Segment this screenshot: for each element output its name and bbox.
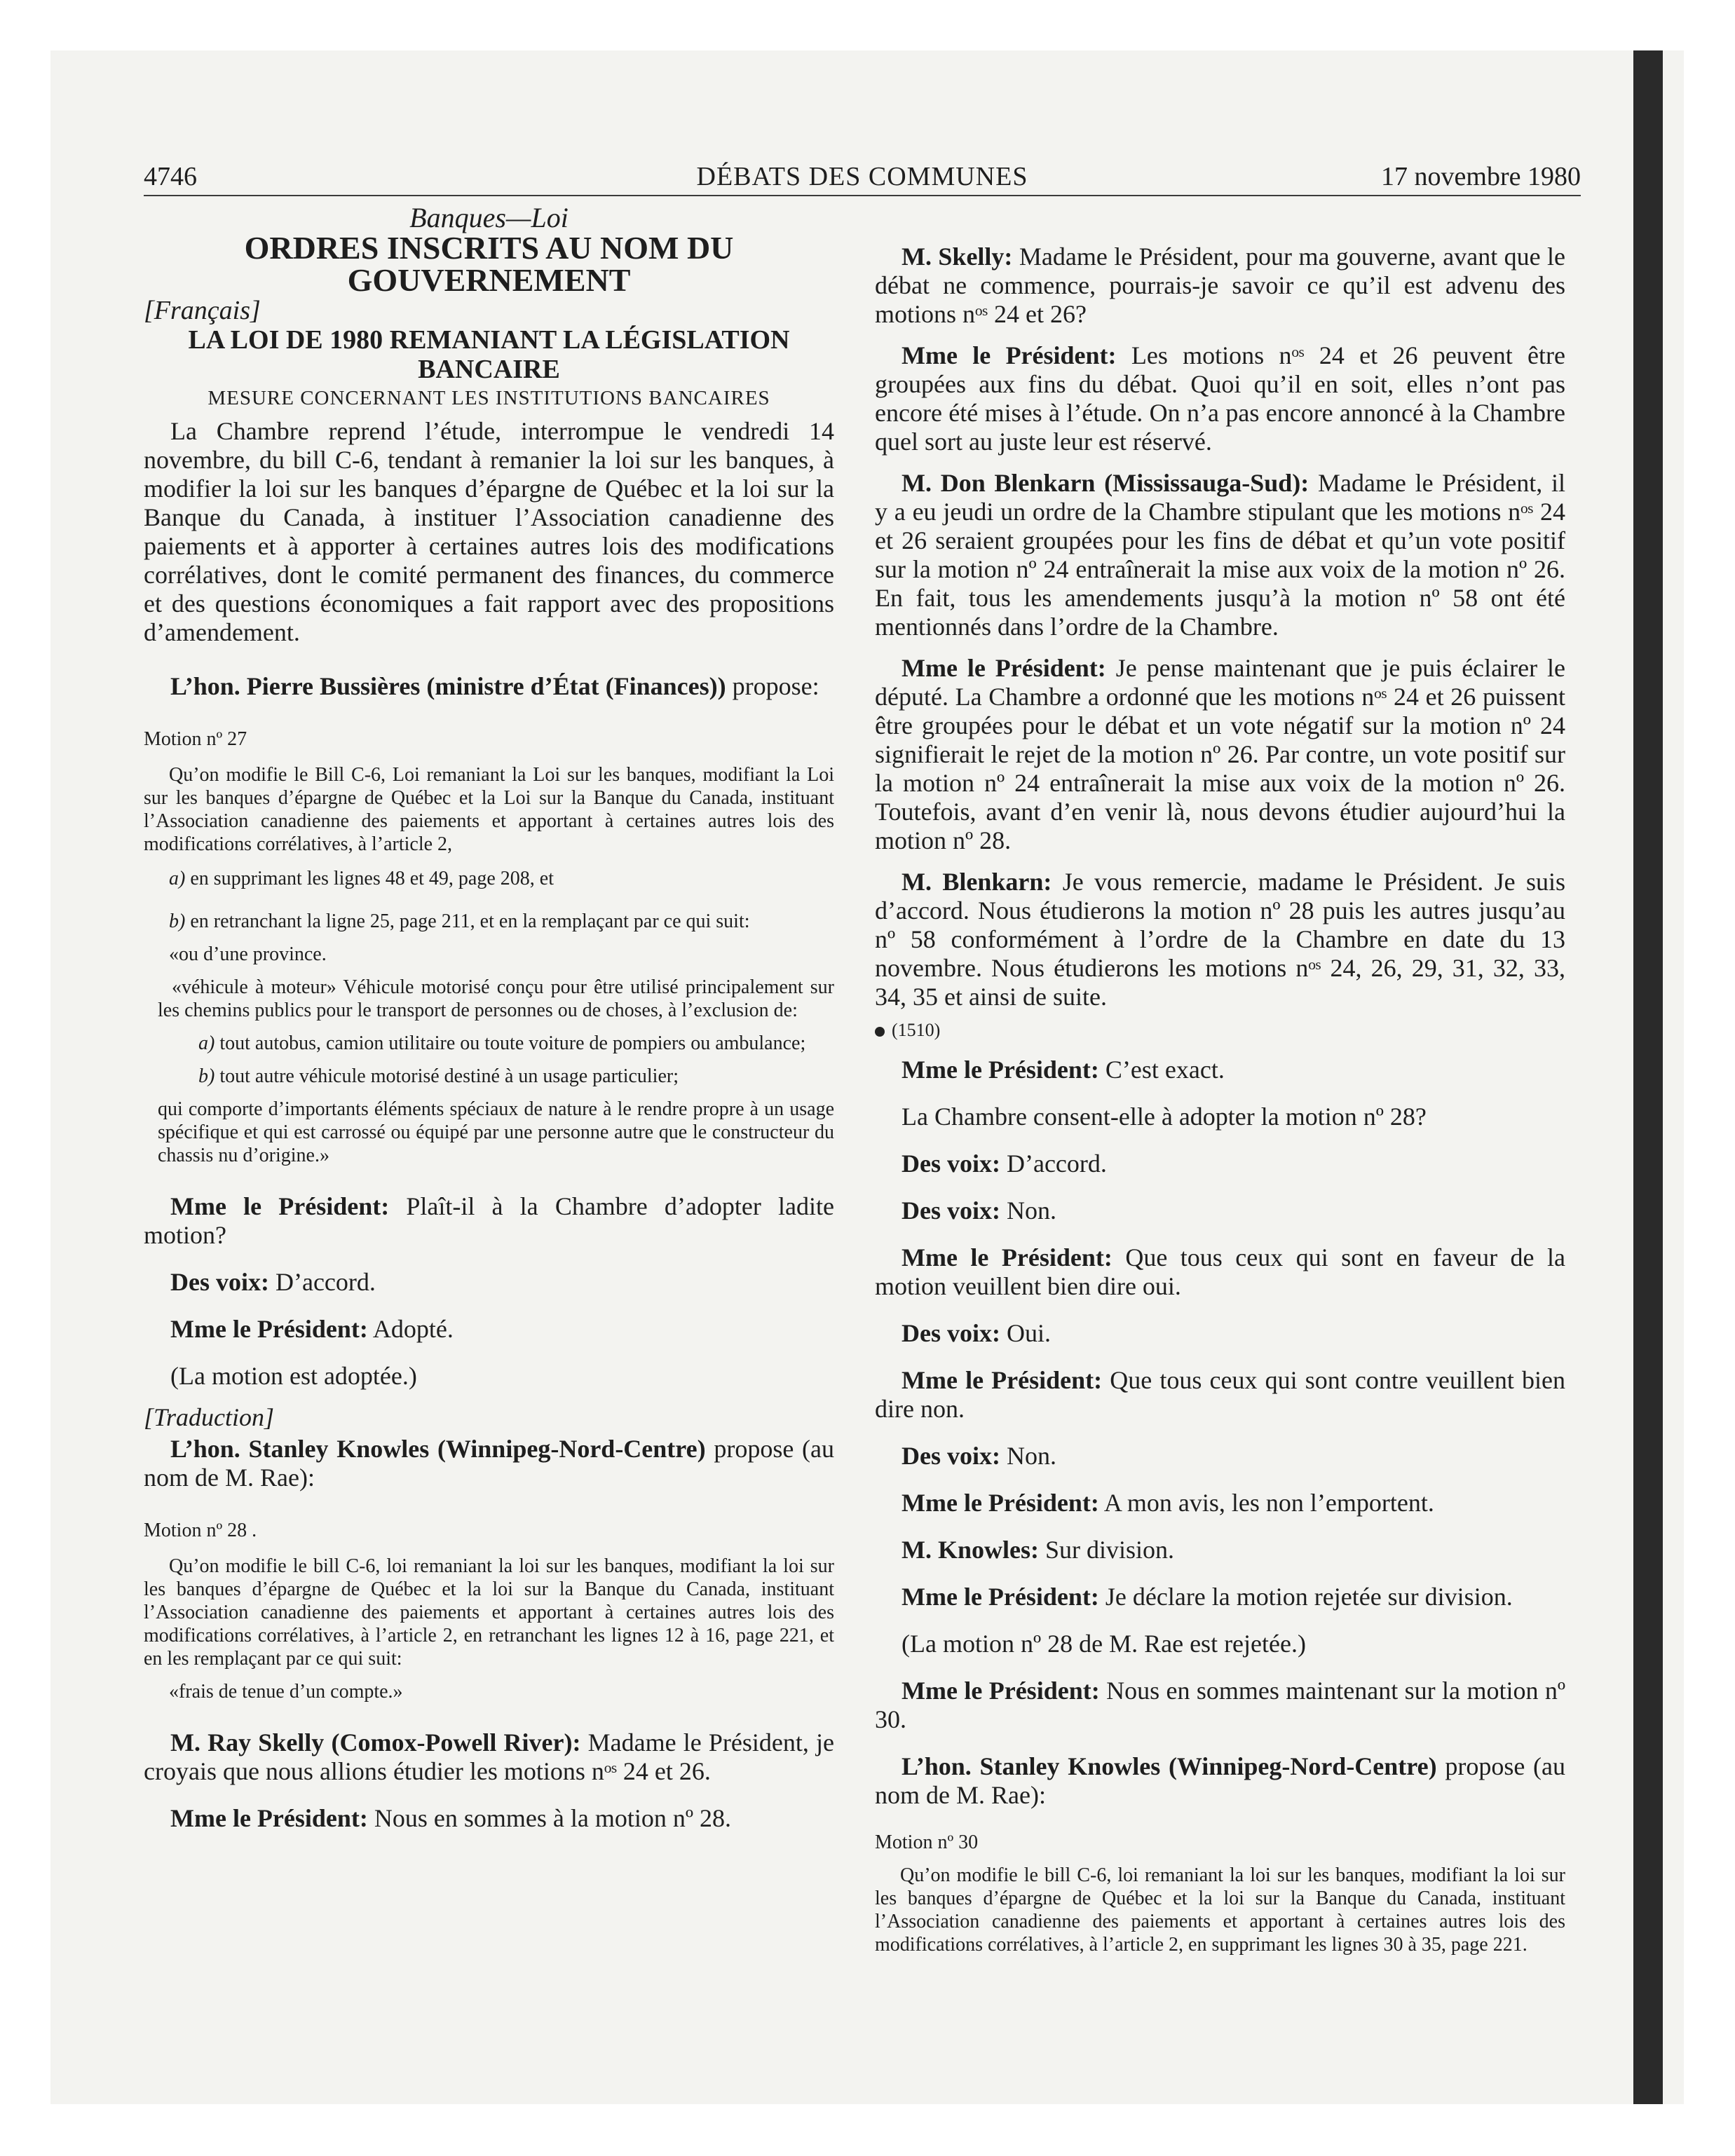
speech: Des voix: Non. (901, 1196, 1056, 1224)
motion-item: b) en retranchant la ligne 25, page 211, et en la remplaçant par ce qui suit: (169, 910, 750, 932)
speaker: L’hon. Pierre Bussières (ministre d’État (Finances)) (170, 672, 726, 700)
speech: M. Don Blenkarn (Mississauga-Sud): Madame le Président, il y a eu jeudi un ordre de la Chambre stipulant que les motions nᵒˢ 24 et 26 seraient groupées pour les fins de débat et qu’un vote positif sur la motion nº 24 entraînerait la mise aux voix de la motion nº 26. En fait, tous les amendements jusqu’à la motion nº 58 ont été mentionnés dans l’ordre de la Chambre. (875, 469, 1566, 641)
bill-subheading: MESURE CONCERNANT LES INSTITUTIONS BANCAIRES (207, 387, 770, 409)
speech: Mme le Président: C’est exact. (901, 1056, 1225, 1084)
right-column (875, 203, 1565, 1956)
speech: Des voix: Non. (901, 1442, 1056, 1470)
quote-line: «ou d’une province. (169, 943, 327, 965)
section-heading: ORDRES INSCRITS AU NOM DU GOUVERNEMENT (244, 230, 734, 298)
speech: Mme le Président: Les motions nᵒˢ 24 et 26 peuvent être groupées aux fins du débat. Quoi qu’il en soit, elles n’ont pas encore été mises à l’étude. On n’a pas encore annoncé à la Chambre quel sort au juste leur est réservé. (875, 341, 1565, 456)
speech: Mme le Président: Je déclare la motion rejetée sur division. (901, 1583, 1513, 1611)
speech: Des voix: Oui. (901, 1319, 1051, 1347)
procedural-note: (La motion est adoptée.) (170, 1362, 417, 1390)
motion-label: Motion nº 28 . (144, 1520, 257, 1541)
running-head: Banques—Loi (409, 202, 569, 233)
quote-line: «frais de tenue d’un compte.» (169, 1681, 403, 1703)
page-header (144, 161, 1581, 195)
speech (144, 672, 834, 701)
time-marker: (1510) (875, 1016, 1565, 1044)
language-tag: [Traduction] (144, 1403, 275, 1431)
motion-label: Motion nº 27 (144, 728, 247, 750)
speech: Mme le Président: Que tous ceux qui sont en faveur de la motion veuillent bien dire oui. (875, 1243, 1565, 1300)
motion-text: Qu’on modifie le bill C-6, loi remaniant la loi sur les banques, modifiant la loi sur les banques d’épargne de Québec et la loi sur la Banque du Canada, instituant l’Association canadienne des paiements et apportant à certaines autres lois des modifications corrélatives, à l’article 2, en retranchant les lignes 12 à 16, page 221, et en les remplaçant par ce qui suit: (144, 1555, 834, 1670)
speech: Mme le Président: Nous en sommes maintenant sur la motion nº 30. (875, 1677, 1566, 1733)
speech: Des voix: D’accord. (170, 1268, 376, 1296)
speech-text: propose: (732, 672, 819, 700)
speech: L’hon. Stanley Knowles (Winnipeg-Nord-Centre) propose (au nom de M. Rae): (144, 1435, 834, 1492)
speech: Mme le Président: Que tous ceux qui sont contre veuillent bien dire non. (875, 1366, 1565, 1423)
speech: M. Knowles: Sur division. (901, 1536, 1175, 1564)
quote-continuation: qui comporte d’importants éléments spéciaux de nature à le rendre propre à un usage spécifique et qui est carrossé ou équipé par une personne autre que le constructeur du chassis nu d’origine.» (158, 1098, 834, 1166)
speech: Mme le Président: Je pense maintenant que je puis éclairer le député. La Chambre a ordonné que les motions nᵒˢ 24 et 26 puissent être groupées pour le débat et un vote négatif sur la motion nº 24 signifierait le rejet de la motion nº 26. Par contre, un vote positif sur la motion nº 24 entraînerait la mise aux voix de la motion nº 26. Toutefois, avant d’en venir là, nous devons étudier aujourd’hui la motion nº 28. (875, 654, 1565, 854)
quote-item: b) tout autre véhicule motorisé destiné à un usage particulier; (198, 1065, 679, 1087)
speech: M. Skelly: Madame le Président, pour ma gouverne, avant que le débat ne commence, pourrais-je savoir ce qu’il est advenu des motions nᵒˢ 24 et 26? (875, 243, 1565, 328)
motion-label: Motion nº 30 (875, 1831, 979, 1853)
procedural-note: (La motion nº 28 de M. Rae est rejetée.) (901, 1630, 1306, 1658)
motion-text: Qu’on modifie le bill C-6, loi remaniant la loi sur les banques, modifiant la loi sur les banques d’épargne de Québec et la loi sur la Banque du Canada, instituant l’Association canadienne des paiements et apportant à certaines autres lois des modifications corrélatives, à l’article 2, en supprimant les lignes 30 à 35, page 221. (875, 1864, 1565, 1956)
page-number: 4746 (144, 162, 197, 191)
left-column (144, 203, 834, 1833)
speech: Mme le Président: Adopté. (170, 1315, 454, 1343)
bullet-dot-icon (875, 1027, 885, 1037)
header-rule (144, 195, 1581, 196)
motion-text: Qu’on modifie le Bill C-6, Loi remaniant la Loi sur les banques, modifiant la Loi sur les banques d’épargne de Québec et la Loi sur la Banque du Canada, instituant l’Association canadienne des paiements et apportant à certaines autres lois des modifications corrélatives, à l’article 2, (144, 764, 834, 855)
quote-definition: «véhicule à moteur» Véhicule motorisé conçu pour être utilisé principalement sur les chemins publics pour le transport de personnes ou de choses, à l’exclusion de: (158, 976, 834, 1021)
publication-title: DÉBATS DES COMMUNES (696, 162, 1028, 191)
quote-item: a) tout autobus, camion utilitaire ou toute voiture de pompiers ou ambulance; (198, 1032, 806, 1054)
speech: L’hon. Stanley Knowles (Winnipeg-Nord-Centre) propose (au nom de M. Rae): (875, 1752, 1565, 1809)
speech: Mme le Président: Plaît-il à la Chambre d’adopter ladite motion? (144, 1192, 834, 1249)
speech: M. Blenkarn: Je vous remercie, madame le Président. Je suis d’accord. Nous étudierons la motion nº 28 puis les autres jusqu’au nº 58 conformément à l’ordre de la Chambre en date du 13 novembre. Nous étudierons les motions nᵒˢ 24, 26, 29, 31, 32, 33, 34, 35 et ainsi de suite. (875, 868, 1565, 1011)
speech: Mme le Président: Nous en sommes à la motion nº 28. (170, 1804, 732, 1832)
intro-paragraph: La Chambre reprend l’étude, interrompue le vendredi 14 novembre, du bill C-6, tendant à remanier la loi sur les banques, à modifier la loi sur les banques d’épargne de Québec et la loi sur la Banque du Canada, à instituer l’Association canadienne des paiements et à apporter à certaines autres lois des modifications corrélatives, dont le comité permanent des finances, du commerce et des questions économiques a fait rapport avec des propositions d’amendement. (144, 417, 834, 646)
binding-edge (1633, 50, 1663, 2104)
speech: Mme le Président: A mon avis, les non l’emportent. (901, 1489, 1434, 1517)
speech-line: La Chambre consent-elle à adopter la motion nº 28? (901, 1103, 1427, 1131)
speech: Des voix: D’accord. (901, 1149, 1107, 1178)
bill-heading: LA LOI DE 1980 REMANIANT LA LÉGISLATION BANCAIRE (188, 325, 790, 384)
page-date: 17 novembre 1980 (1381, 162, 1581, 191)
motion-item: a) en supprimant les lignes 48 et 49, page 208, et (169, 868, 554, 889)
speech: M. Ray Skelly (Comox-Powell River): Madame le Président, je croyais que nous allions étudier les motions nᵒˢ 24 et 26. (144, 1728, 835, 1785)
language-tag: [Français] (144, 296, 261, 325)
